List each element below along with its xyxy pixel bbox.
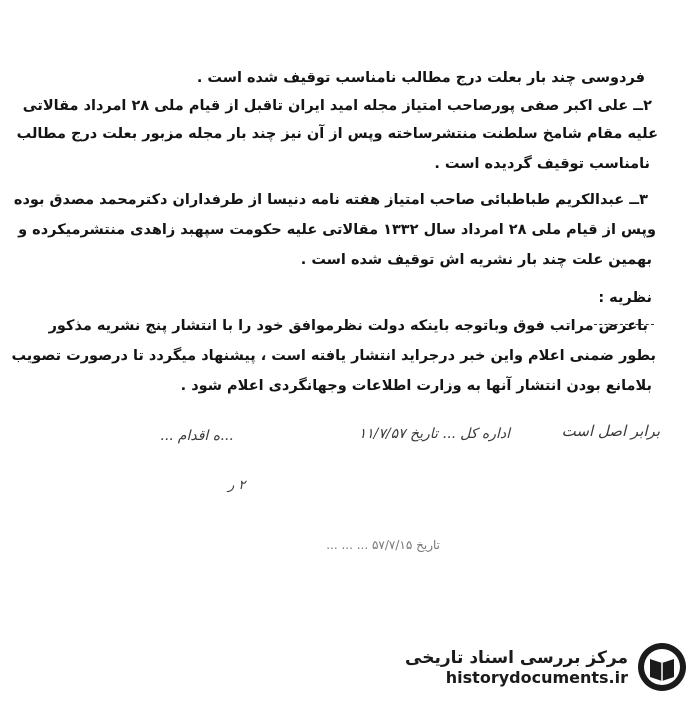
text-line-2: ۲ــ علی اکبر صفی پورصاحب امتیاز مجله امید ایران تاقبل از قیام ملی ۲۸ امرداد مقالاتی — [22, 98, 652, 114]
text-line-7: بهمین علت چند بار نشریه اش توقیف شده است . — [300, 252, 652, 268]
text-line-5: ۳ــ عبدالکریم طباطبائی صاحب امتیاز هفته نامه دنیسا از طرفداران دکترمحمد مصدق بوده — [13, 192, 648, 208]
handwritten-note-middle: اداره کل ... تاریخ ۱۱/۷/۵۷ — [358, 426, 510, 442]
opinion-heading: نظریه : — [598, 290, 652, 306]
faint-stamp-line: تاریخ ۵۷/۷/۱۵ ... ... ... — [326, 538, 440, 552]
text-line-10: بطور ضمنی اعلام واین خبر درجراید انتشار یافته است ، پیشنهاد میگردد تا درصورت تصویب — [11, 348, 656, 364]
watermark-title: مرکز بررسی اسناد تاریخی — [405, 647, 628, 668]
text-line-1: فردوسی چند بار بعلت درج مطالب نامناسب توقیف شده است . — [196, 70, 645, 86]
text-line-9: باعرض مراتب فوق وباتوجه باینکه دولت نظرموافق خود را با انتشار پنج نشریه مذکور — [48, 318, 648, 334]
text-line-11: بلامانع بودن انتشار آنها به وزارت اطلاعات وجهانگردی اعلام شود . — [180, 378, 652, 394]
archive-watermark — [398, 637, 688, 697]
text-line-4: نامناسب توقیف گردیده است . — [434, 156, 650, 172]
handwritten-note-left: ...ه اقدام ... — [160, 428, 234, 444]
handwritten-initials: ۲ ر — [228, 478, 246, 493]
book-emblem-icon — [636, 641, 688, 693]
handwritten-note-right: برابر اصل است — [561, 422, 660, 440]
text-line-6: وپس از قیام ملی ۲۸ امرداد سال ۱۳۳۲ مقالاتی علیه حکومت سپهبد زاهدی منتشرمیکرده و — [18, 222, 656, 238]
text-line-3: علیه مقام شامخ سلطنت منتشرساخته وپس از آن نیز چند بار مجله مزبور بعلت درج مطالب — [16, 126, 658, 142]
watermark-url: historydocuments.ir — [445, 667, 628, 687]
